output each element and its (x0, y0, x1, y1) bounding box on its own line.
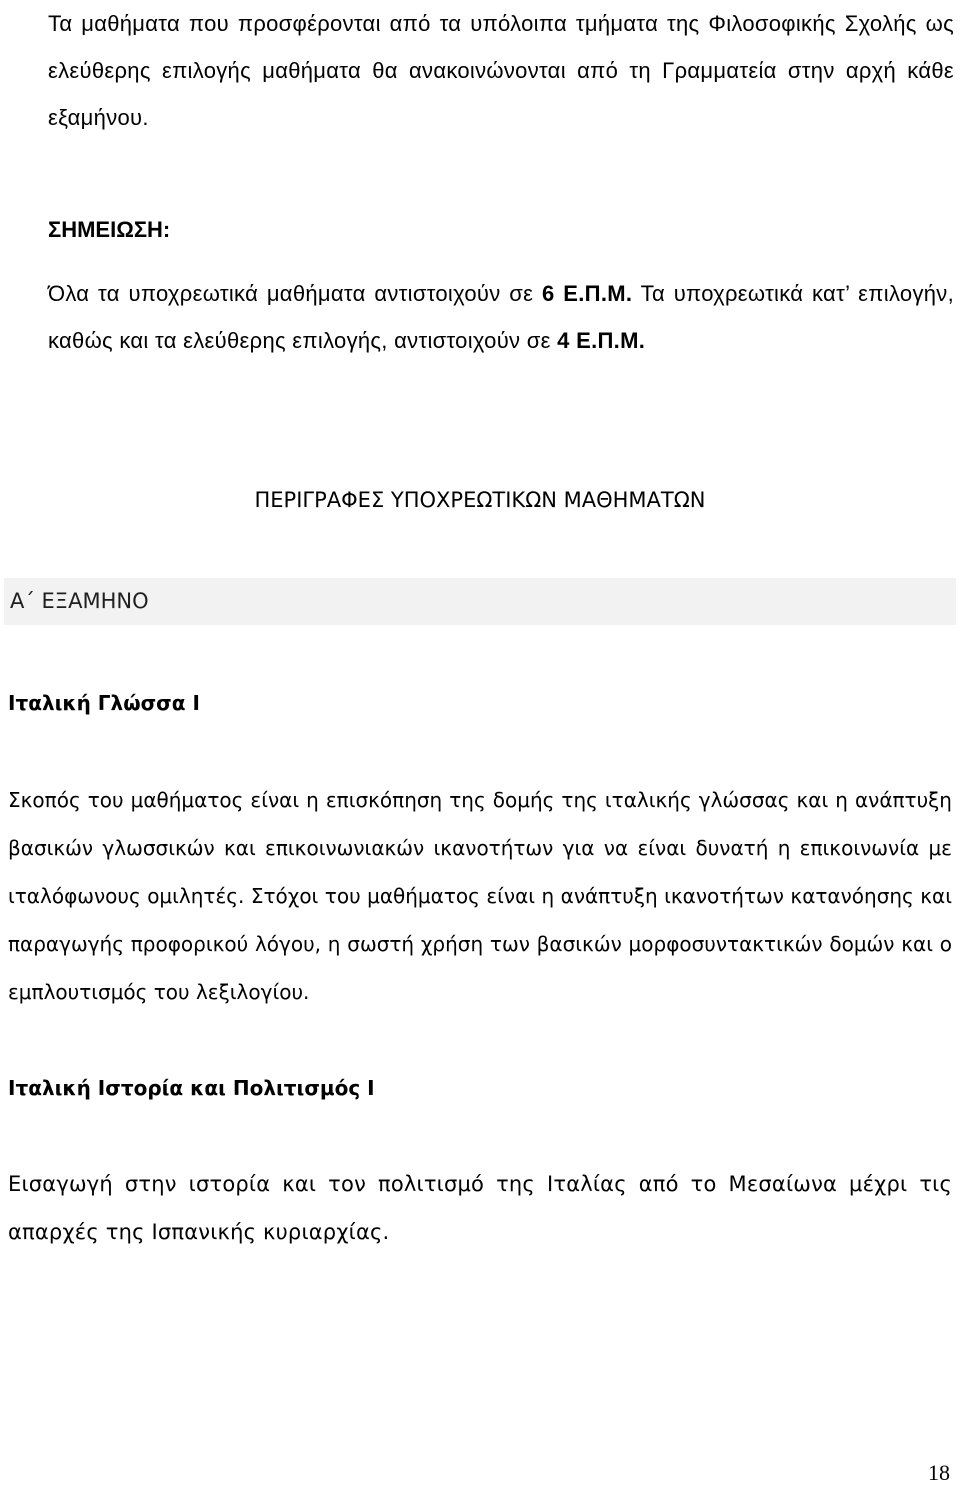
course-description: Εισαγωγή στην ιστορία και τον πολιτισμό της Ιταλίας από το Μεσαίωνα μέχρι τις απαρχές της Ισπανικής κυριαρχίας. (8, 1172, 952, 1244)
note-paragraph (48, 270, 954, 364)
course-description: Σκοπός του μαθήματος είναι η επισκόπηση της δομής της ιταλικής γλώσσας και η ανάπτυξη βασικών γλωσσικών και επικοινωνιακών ικανοτήτων για να είναι δυνατή η επικοινωνία με ιταλόφωνους ομιλητές. Στόχοι του μαθήματος είναι η ανάπτυξη ικανοτήτων κατανόησης και παραγωγής προφορικού λόγου, η σωστή χρήση των βασικών μορφοσυντακτικών δομών και ο εμπλουτισμός του λεξιλογίου. (8, 788, 952, 1004)
intro-paragraph: Τα μαθήματα που προσφέρονται από τα υπόλοιπα τμήματα της Φιλοσοφικής Σχολής ως ελεύθερης επιλογής μαθήματα θα ανακοινώνονται από τη Γραμματεία στην αρχή κάθε εξαμήνου. (48, 11, 954, 130)
course-title: Ιταλική Ιστορία και Πολιτισμός Ι (8, 1076, 375, 1100)
note-heading: ΣΗΜΕΙΩΣΗ: (48, 217, 171, 242)
note-credits-mandatory: 6 Ε.Π.Μ. (541, 281, 633, 306)
page-number: 18 (928, 1460, 950, 1485)
note-text-part2: Τα υποχρεωτικά κατ’ επιλογήν, καθώς και τα ελεύθερης επιλογής, αντιστοιχούν σε (48, 281, 954, 353)
note-text-part1: Όλα τα υποχρεωτικά μαθήματα αντιστοιχούν σε (48, 281, 542, 306)
section-title: ΠΕΡΙΓΡΑΦΕΣ ΥΠΟΧΡΕΩΤΙΚΩΝ ΜΑΘΗΜΑΤΩΝ (254, 488, 706, 512)
course-title: Ιταλική Γλώσσα Ι (8, 691, 200, 715)
semester-header (4, 578, 956, 625)
note-credits-elective: 4 Ε.Π.Μ. (557, 328, 646, 353)
semester-label: Α΄ ΕΞΑΜΗΝΟ (10, 589, 149, 613)
